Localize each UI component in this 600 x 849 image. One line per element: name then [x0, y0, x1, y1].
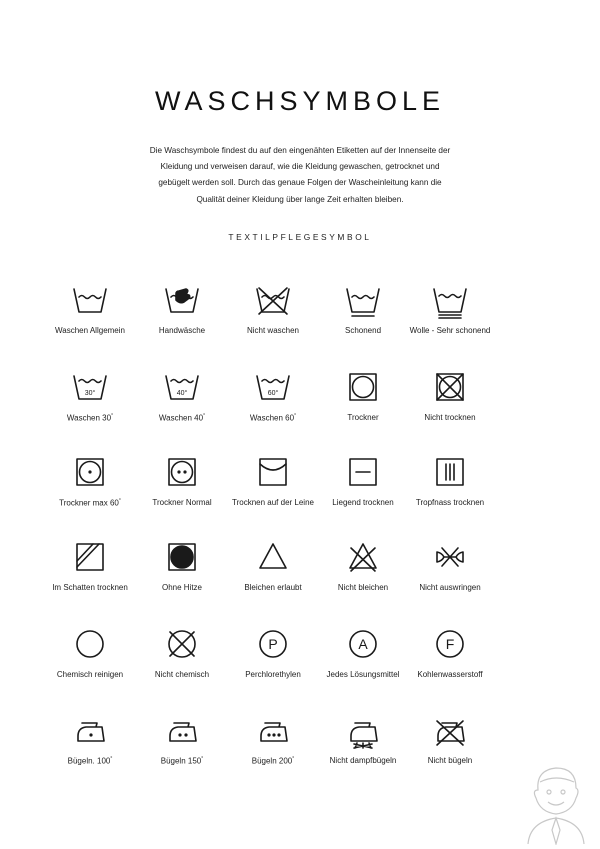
symbol-label: [394, 413, 506, 422]
tumble-dry-low-icon: [70, 452, 110, 492]
dry-clean-icon: [70, 624, 110, 664]
symbol-label-text: Bügeln. 100: [67, 756, 111, 766]
symbol-label-text: Bügeln 200: [251, 756, 293, 766]
symbol-label-text: Nicht bügeln: [427, 756, 473, 765]
dry-in-shade-icon: [70, 537, 110, 577]
symbol-label-text: Trockner max 60: [59, 498, 119, 508]
symbol-label-text: Trocknen auf der Leine: [232, 498, 314, 507]
symbol-label: [394, 498, 506, 507]
do-not-bleach-icon: [343, 537, 383, 577]
section-subtitle: TEXTILPFLEGESYMBOL: [228, 232, 372, 242]
degree-mark: °: [118, 498, 121, 504]
symbol-label-text: Nicht auswringen: [419, 583, 481, 592]
degree-mark: °: [110, 756, 113, 762]
intro-line: Qualität deiner Kleidung über lange Zeit erhalten bleiben.: [196, 194, 404, 204]
symbol-label-text: Nicht dampfbügeln: [329, 756, 397, 765]
dry-clean-a-icon: [343, 624, 383, 664]
mascot-logo-icon: [516, 760, 596, 845]
degree-mark: °: [203, 413, 206, 419]
symbol-label: [394, 756, 506, 765]
do-not-tumble-dry-icon: [430, 367, 470, 407]
symbol-label-text: Trockner: [347, 413, 379, 422]
wash-40-icon: [162, 367, 202, 407]
dry-flat-icon: [343, 452, 383, 492]
symbol-label-text: Nicht chemisch: [154, 670, 210, 679]
drip-dry-icon: [430, 452, 470, 492]
symbol-label-text: Waschen 60: [249, 413, 295, 423]
symbol-item: [394, 624, 506, 679]
dry-clean-f-icon: [430, 624, 470, 664]
degree-mark: °: [201, 756, 204, 762]
intro-line: Die Waschsymbole findest du auf den eingenähten Etiketten auf der Innenseite der: [149, 146, 451, 155]
iron-high-icon: [253, 710, 293, 750]
degree-mark: °: [111, 413, 114, 419]
svg-text:F: F: [445, 636, 455, 652]
wash-tub-icon: [70, 280, 110, 320]
symbol-item: [394, 367, 506, 422]
symbol-item: [394, 710, 506, 765]
do-not-iron-icon: [430, 710, 470, 750]
symbol-item: [394, 452, 506, 507]
svg-text:60°: 60°: [267, 390, 279, 397]
dry-clean-p-icon: [253, 624, 293, 664]
svg-text:A: A: [358, 636, 368, 652]
symbol-label-text: Bleichen erlaubt: [244, 583, 302, 592]
symbol-label-text: Perchlorethylen: [245, 670, 301, 679]
symbol-label-text: Schonend: [344, 326, 382, 335]
wash-60-icon: [253, 367, 293, 407]
intro-line: gebügelt werden soll. Durch das genaue Folgen der Wascheinleitung kann die: [158, 178, 442, 188]
symbol-label-text: Wolle - Sehr schonend: [409, 326, 491, 335]
symbol-label-text: Bügeln 150: [160, 756, 202, 766]
symbol-label-text: Liegend trocknen: [332, 498, 394, 507]
degree-mark: °: [294, 413, 297, 419]
symbol-label-text: Tropfnass trocknen: [415, 498, 485, 507]
symbol-label-text: Chemisch reinigen: [56, 670, 124, 679]
bleach-allowed-icon: [253, 537, 293, 577]
symbol-label-text: Trockner Normal: [152, 498, 212, 507]
symbol-label: [394, 326, 506, 335]
no-heat-icon: [162, 537, 202, 577]
symbol-label-text: Handwäsche: [158, 326, 206, 335]
intro-text: [110, 143, 490, 208]
symbol-label-text: Nicht trocknen: [424, 413, 476, 422]
do-not-dry-clean-icon: [162, 624, 202, 664]
symbol-label-text: Nicht bleichen: [337, 583, 389, 592]
symbol-label-text: Jedes Lösungsmittel: [326, 670, 400, 679]
tumble-dry-icon: [343, 367, 383, 407]
wool-wash-icon: [430, 280, 470, 320]
svg-text:P: P: [268, 636, 278, 652]
page-title: WASCHSYMBOLE: [154, 86, 446, 116]
do-not-wring-icon: [430, 537, 470, 577]
gentle-wash-icon: [343, 280, 383, 320]
svg-text:40°: 40°: [176, 390, 188, 397]
symbol-label: [394, 670, 506, 679]
symbol-label-text: Waschen 30: [66, 413, 112, 423]
iron-low-icon: [70, 710, 110, 750]
symbol-label: [394, 583, 506, 592]
line-dry-icon: [253, 452, 293, 492]
symbol-item: [394, 537, 506, 592]
wash-30-icon: [70, 367, 110, 407]
do-not-wash-icon: [253, 280, 293, 320]
symbol-label-text: Kohlenwasserstoff: [417, 670, 483, 679]
no-steam-iron-icon: [343, 710, 383, 750]
symbol-label-text: Nicht waschen: [246, 326, 300, 335]
symbol-label-text: Ohne Hitze: [161, 583, 203, 592]
symbol-label-text: Waschen 40: [158, 413, 204, 423]
intro-line: Kleidung und verweisen darauf, wie die Kleidung gewaschen, getrocknet und: [160, 162, 440, 172]
iron-medium-icon: [162, 710, 202, 750]
symbol-label-text: Waschen Allgemein: [55, 326, 125, 335]
svg-text:30°: 30°: [84, 390, 96, 397]
tumble-dry-normal-icon: [162, 452, 202, 492]
symbol-label-text: Im Schatten trocknen: [52, 583, 128, 592]
symbol-item: [394, 280, 506, 335]
hand-wash-icon: [162, 280, 202, 320]
degree-mark: °: [292, 756, 295, 762]
